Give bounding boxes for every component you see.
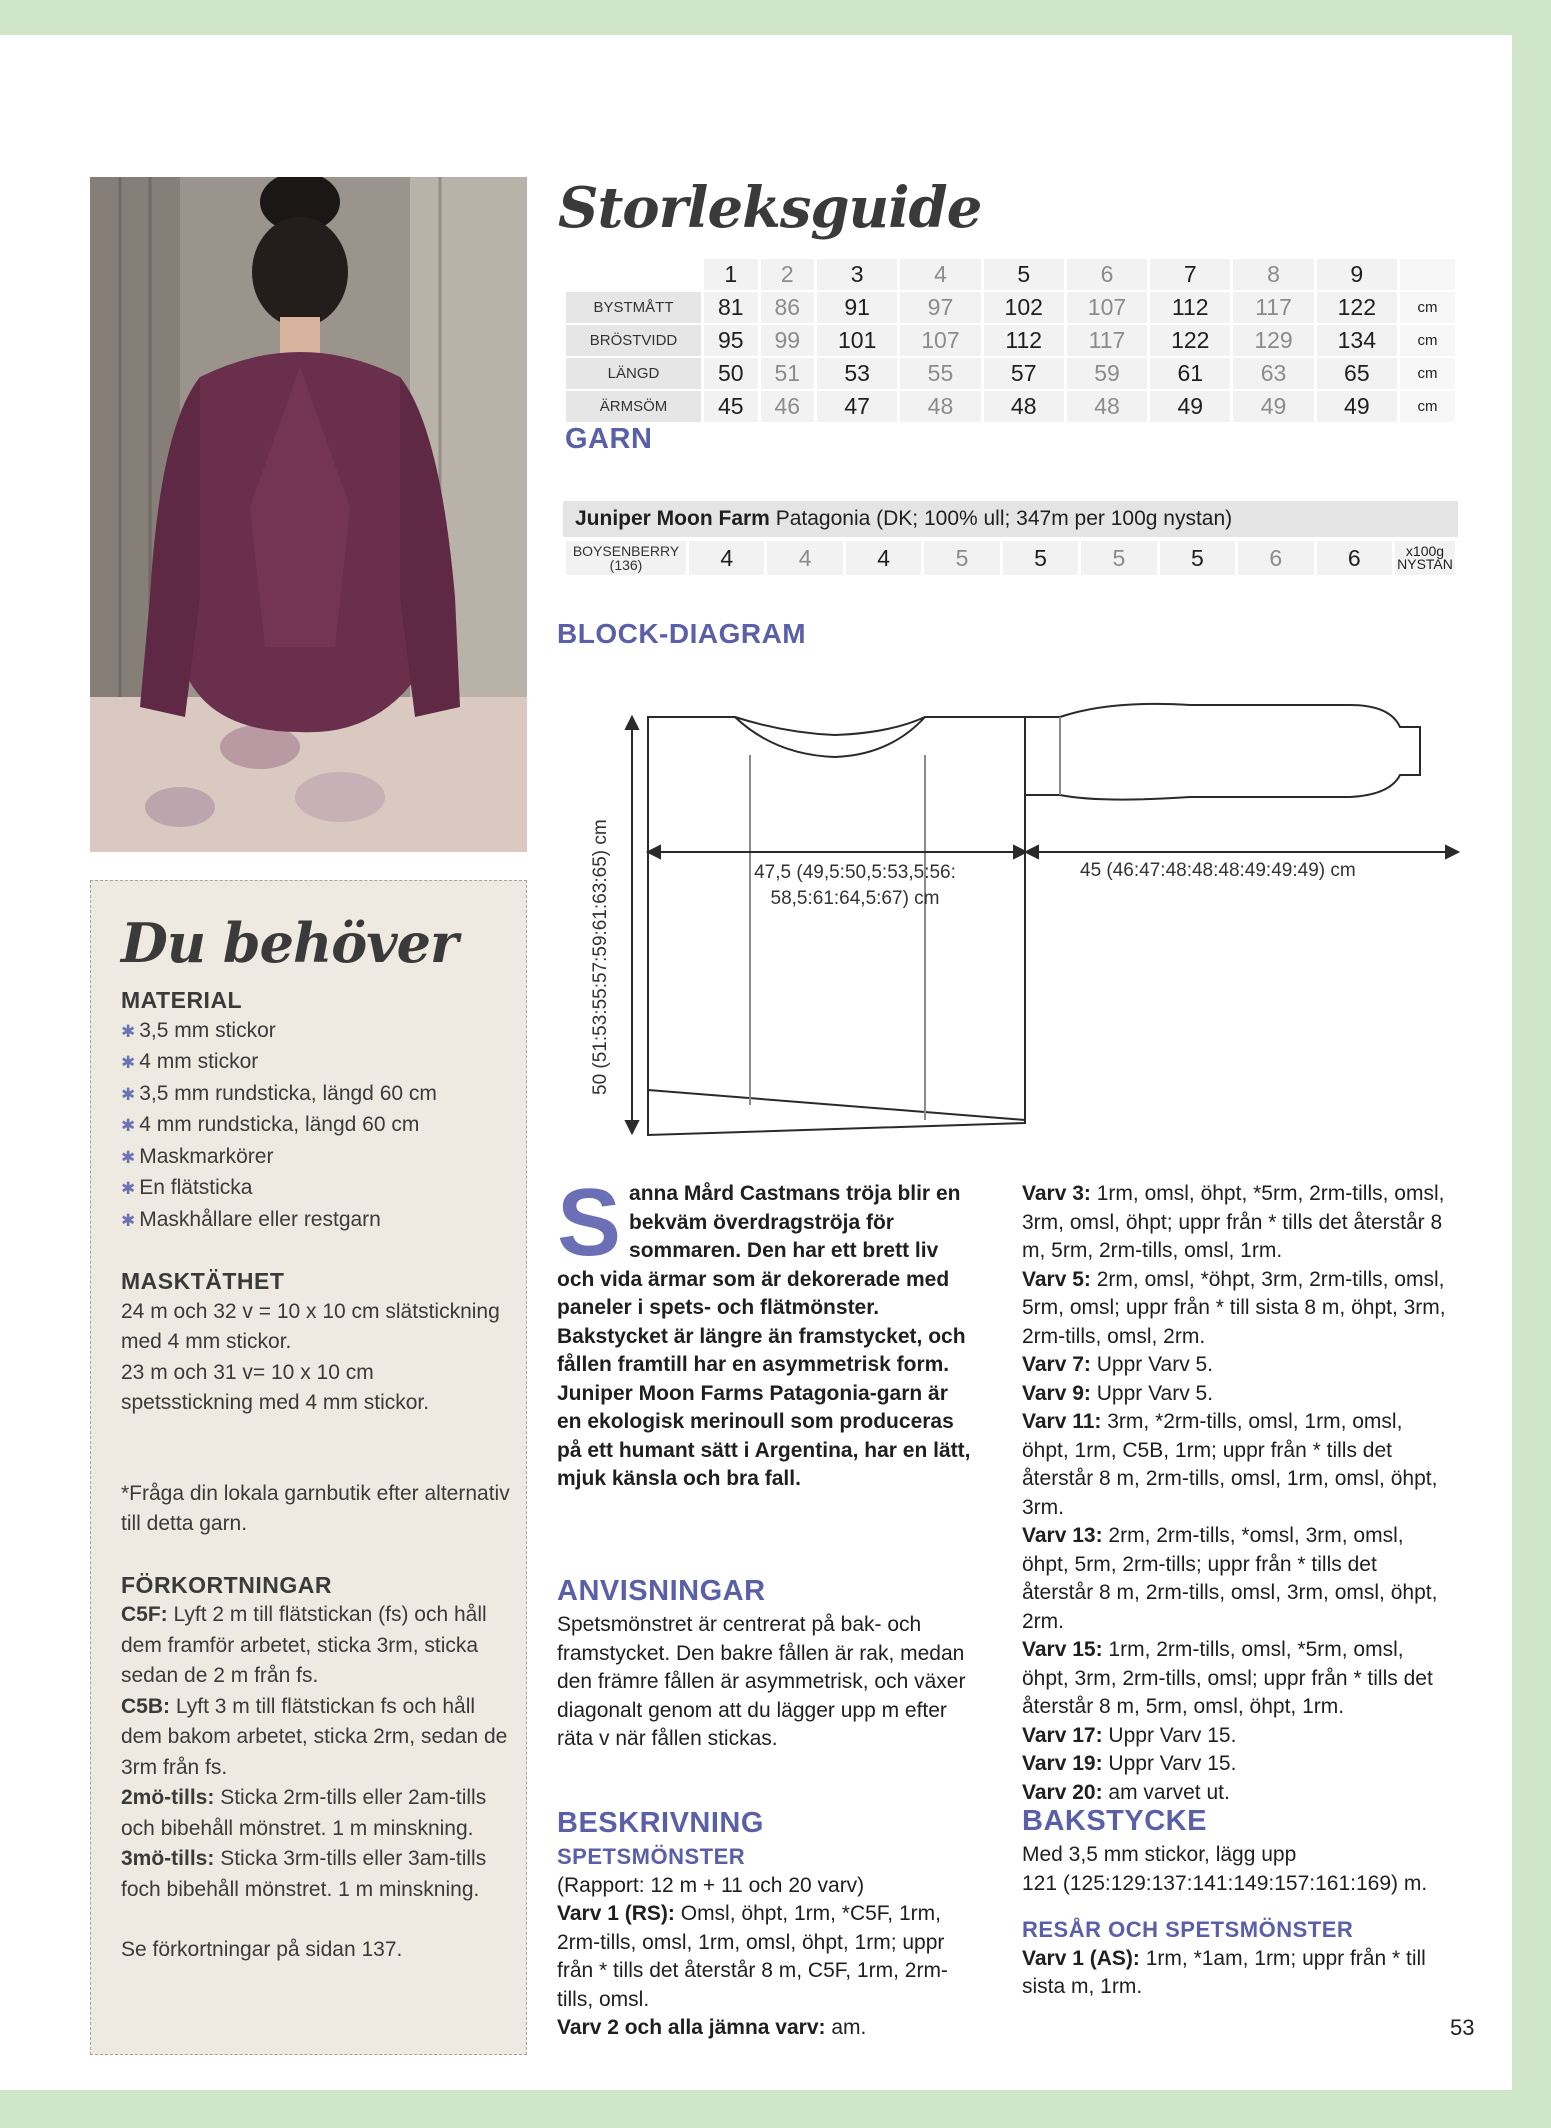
size-header: 6	[1067, 259, 1147, 290]
materials-panel	[90, 880, 527, 2055]
abbr-term: C5F:	[121, 1603, 168, 1626]
table-cell: 65	[1317, 358, 1397, 389]
yarn-table	[563, 539, 1458, 577]
table-cell: 46	[761, 391, 815, 422]
back-heading: BAKSTYCKE	[1022, 1805, 1207, 1837]
table-cell: 117	[1067, 325, 1147, 356]
size-header: 8	[1233, 259, 1313, 290]
yarn-description: Patagonia (DK; 100% ull; 347m per 100g nystan)	[775, 507, 1233, 530]
yarn-description-bar	[563, 501, 1458, 537]
table-row	[566, 391, 1455, 422]
table-cell: 86	[761, 292, 815, 323]
list-item: ✱ 4 mm rundsticka, längd 60 cm	[121, 1110, 511, 1142]
size-header: 1	[704, 259, 758, 290]
instructions-text: Spetsmönstret är centrerat på bak- och framstycket. Den bakre fållen är rak, medan den främre fållen är asymmetrisk, och växer diagonalt genom att du lägger upp m efter räta v när fållen stickas.	[557, 1613, 966, 1750]
table-cell: 95	[704, 325, 758, 356]
unit-cell: cm	[1400, 325, 1455, 356]
table-cell: 49	[1233, 391, 1313, 422]
list-item: ✱ 3,5 mm rundsticka, längd 60 cm	[121, 1079, 511, 1111]
table-row	[566, 541, 1455, 575]
sweater-illustration	[90, 177, 527, 852]
table-cell: 47	[817, 391, 897, 422]
gauge-text-2: 23 m och 31 v= 10 x 10 cm spetsstickning med 4 mm stickor.	[121, 1360, 430, 1414]
table-cell: 53	[817, 358, 897, 389]
row-instruction: Varv 1 (RS): Omsl, öhpt, 1rm, *C5F, 1rm, 2rm-tills, omsl, 1rm, omsl, öhpt, 1rm; uppr från * tills det återstår 8 m, C5F, 1rm, 2rm-tills, omsl.	[557, 1902, 948, 2011]
row-instruction: Varv 17: Uppr Varv 15.	[1022, 1723, 1237, 1747]
row-instruction: Varv 15: 1rm, 2rm-tills, omsl, *5rm, omsl, öhpt, 3rm, 2rm-tills, omsl; uppr från * tills det återstår 8 m, 5rm, omsl, öhpt, 1rm.	[1022, 1638, 1433, 1718]
abbr-term: C5B:	[121, 1694, 171, 1718]
length-label: 50 (51:53:55:57:59:61:63:65) cm	[590, 819, 611, 1095]
table-cell: 49	[1150, 391, 1230, 422]
table-cell: 5	[924, 541, 999, 575]
row-instruction: Varv 13: 2rm, 2rm-tills, *omsl, 3rm, omsl, öhpt, 5rm, 2rm-tills; uppr från * tills det återstår 8 m, 2rm-tills, omsl, 3rm, omsl, öhpt, 2rm.	[1022, 1524, 1438, 1633]
list-item: ✱ 3,5 mm stickor	[121, 1016, 511, 1048]
table-cell: 107	[1067, 292, 1147, 323]
table-cell: 4	[846, 541, 921, 575]
row-label: BYSTMÅTT	[566, 292, 701, 323]
table-cell: 4	[767, 541, 842, 575]
back-line-1: Med 3,5 mm stickor, lägg upp	[1022, 1843, 1297, 1866]
abbr-item	[121, 1783, 511, 1844]
unit-cell: cm	[1400, 391, 1455, 422]
unit-cell: cm	[1400, 292, 1455, 323]
drop-cap: S	[557, 1169, 622, 1276]
sleeve-length-label: 45 (46:47:48:48:48:49:49:49) cm	[1080, 860, 1356, 881]
table-cell: 63	[1233, 358, 1313, 389]
table-cell: 45	[704, 391, 758, 422]
table-row	[566, 292, 1455, 323]
table-cell: 81	[704, 292, 758, 323]
size-table	[563, 257, 1458, 424]
table-cell: 4	[689, 541, 764, 575]
table-cell: 102	[984, 292, 1064, 323]
gauge-heading: MASKTÄTHET	[121, 1268, 285, 1294]
row-instruction: Varv 7: Uppr Varv 5.	[1022, 1353, 1214, 1376]
needs-title: Du behöver	[121, 911, 458, 975]
intro-text: anna Mård Castmans tröja blir en bekväm överdragströja för sommaren. Den har ett brett liv och vida ärmar som är dekorerade med paneler i spets- och flätmönster. Bakstycket är längre än framstycket, och fållen framtill har en asymmetrisk form. Juniper Moon Farms Patagonia-garn är en ekologisk merinoull som produceras på ett humant sätt i Argentina, har en lätt, mjuk känsla och bra fall.	[557, 1182, 971, 1490]
table-cell: 61	[1150, 358, 1230, 389]
row-instruction: Varv 19: Uppr Varv 15.	[1022, 1752, 1237, 1775]
sweater-photo	[90, 177, 527, 852]
row-instruction: Varv 5: 2rm, omsl, *öhpt, 3rm, 2rm-tills, omsl, 5rm, omsl; uppr från * till sista 8 m, öhpt, 3rm, 2rm-tills, omsl, 2rm.	[1022, 1267, 1446, 1348]
yarn-unit: x100g NYSTAN	[1395, 541, 1455, 575]
table-cell: 49	[1317, 391, 1397, 422]
yarn-brand: Juniper Moon Farm	[575, 507, 770, 530]
row-instruction: Varv 1 (AS): 1rm, *1am, 1rm; uppr från * till sista m, 1rm.	[1022, 1946, 1426, 1998]
table-cell: 50	[704, 358, 758, 389]
rib-lace-heading: RESÅR OCH SPETSMÖNSTER	[1022, 1917, 1354, 1942]
table-cell: 48	[984, 391, 1064, 422]
table-cell: 48	[1067, 391, 1147, 422]
description-body	[557, 1843, 977, 2043]
back-line-2: 121 (125:129:137:141:149:157:161:169) m.	[1022, 1871, 1428, 1895]
table-cell: 101	[817, 325, 897, 356]
repeat-text: (Rapport: 12 m + 11 och 20 varv)	[557, 1873, 865, 1897]
abbr-item	[121, 1844, 511, 1905]
size-guide-title: Storleksguide	[558, 175, 982, 241]
page-number: 53	[1450, 2015, 1475, 2040]
magazine-page	[0, 35, 1512, 2090]
size-header: 3	[817, 259, 897, 290]
rows-column	[1022, 1180, 1452, 1807]
abbr-term: 3mö-tills:	[121, 1847, 215, 1870]
row-instruction: Varv 20: am varvet ut.	[1022, 1780, 1230, 1804]
table-cell: 97	[900, 292, 980, 323]
description-heading: BESKRIVNING	[557, 1807, 764, 1839]
size-header: 9	[1317, 259, 1397, 290]
table-cell: 112	[1150, 292, 1230, 323]
list-item: ✱ Maskhållare eller restgarn	[121, 1205, 511, 1237]
abbr-text: Sticka 3rm-tills eller 3am-tills foch bibehåll mönstret. 1 m minskning.	[121, 1847, 487, 1901]
material-heading: MATERIAL	[121, 987, 243, 1013]
intro-paragraph	[557, 1169, 977, 1494]
table-cell: 57	[984, 358, 1064, 389]
table-cell: 5	[1081, 541, 1156, 575]
lace-pattern-heading: SPETSMÖNSTER	[557, 1844, 746, 1869]
table-cell: 122	[1317, 292, 1397, 323]
materials-body	[121, 985, 511, 1966]
back-body	[1022, 1841, 1452, 2002]
table-cell: 51	[761, 358, 815, 389]
abbr-text: Lyft 2 m till flätstickan (fs) och håll dem framför arbetet, sticka 3rm, sticka sedan de 2 m från fs.	[121, 1603, 487, 1687]
table-cell: 6	[1238, 541, 1313, 575]
yarn-note: *Fråga din lokala garnbutik efter alternativ till detta garn.	[121, 1481, 510, 1535]
see-more-note: Se förkortningar på sidan 137.	[121, 1938, 403, 1961]
instructions-heading: ANVISNINGAR	[557, 1575, 766, 1607]
table-row	[566, 259, 1455, 290]
row-instruction: Varv 9: Uppr Varv 5.	[1022, 1381, 1214, 1405]
yarn-heading: GARN	[565, 423, 653, 455]
table-cell: 55	[900, 358, 980, 389]
abbr-term: 2mö-tills:	[121, 1786, 215, 1809]
size-header: 5	[984, 259, 1064, 290]
abbr-item	[121, 1692, 511, 1784]
table-cell: 134	[1317, 325, 1397, 356]
row-instruction: Varv 3: 1rm, omsl, öhpt, *5rm, 2rm-tills, omsl, 3rm, omsl, öhpt; uppr från * tills det återstår 8 m, 5rm, 2rm-tills, omsl, 1rm.	[1022, 1182, 1445, 1262]
size-header: 4	[900, 259, 980, 290]
table-cell: 59	[1067, 358, 1147, 389]
table-cell: 112	[984, 325, 1064, 356]
abbr-text: Sticka 2rm-tills eller 2am-tills och bibehåll mönstret. 1 m minskning.	[121, 1786, 487, 1840]
row-label: LÄNGD	[566, 358, 701, 389]
body-width-label: 47,5 (49,5:50,5:53,5:56: 58,5:61:64,5:67) cm	[754, 862, 956, 909]
yarn-color-label: BOYSENBERRY (136)	[566, 541, 686, 575]
block-diagram-heading: BLOCK-DIAGRAM	[557, 618, 807, 649]
table-row	[566, 358, 1455, 389]
row-label: BRÖSTVIDD	[566, 325, 701, 356]
table-cell: 107	[900, 325, 980, 356]
table-row	[566, 325, 1455, 356]
table-cell: 91	[817, 292, 897, 323]
row-label: ÄRMSÖM	[566, 391, 701, 422]
abbr-heading: FÖRKORTNINGAR	[121, 1571, 332, 1598]
table-cell: 5	[1003, 541, 1078, 575]
table-cell: 48	[900, 391, 980, 422]
schematic-drawing	[590, 695, 1470, 1140]
table-cell: 99	[761, 325, 815, 356]
abbr-item	[121, 1600, 511, 1692]
row-instruction: Varv 11: 3rm, *2rm-tills, omsl, 1rm, omsl, öhpt, 1rm, C5B, 1rm; uppr från * tills det återstår 8 m, 2rm-tills, omsl, 1rm, omsl, öhpt, 3rm.	[1022, 1410, 1438, 1519]
table-cell: 117	[1233, 292, 1313, 323]
material-list	[121, 1016, 511, 1237]
table-cell: 129	[1233, 325, 1313, 356]
list-item: ✱ En flätsticka	[121, 1173, 511, 1205]
gauge-text-1: 24 m och 32 v = 10 x 10 cm slätstickning med 4 mm stickor.	[121, 1299, 500, 1353]
list-item: ✱ 4 mm stickor	[121, 1047, 511, 1079]
table-cell: 122	[1150, 325, 1230, 356]
block-diagram	[590, 695, 1470, 1140]
table-cell: 5	[1160, 541, 1235, 575]
list-item: ✱ Maskmarkörer	[121, 1142, 511, 1174]
size-header: 7	[1150, 259, 1230, 290]
abbr-text: Lyft 3 m till flätstickan fs och håll dem bakom arbetet, sticka 2rm, sedan de 3rm från fs.	[121, 1694, 508, 1779]
size-header: 2	[761, 259, 815, 290]
row-instruction: Varv 2 och alla jämna varv: am.	[557, 2016, 867, 2039]
table-cell: 6	[1317, 541, 1393, 575]
unit-cell: cm	[1400, 358, 1455, 389]
